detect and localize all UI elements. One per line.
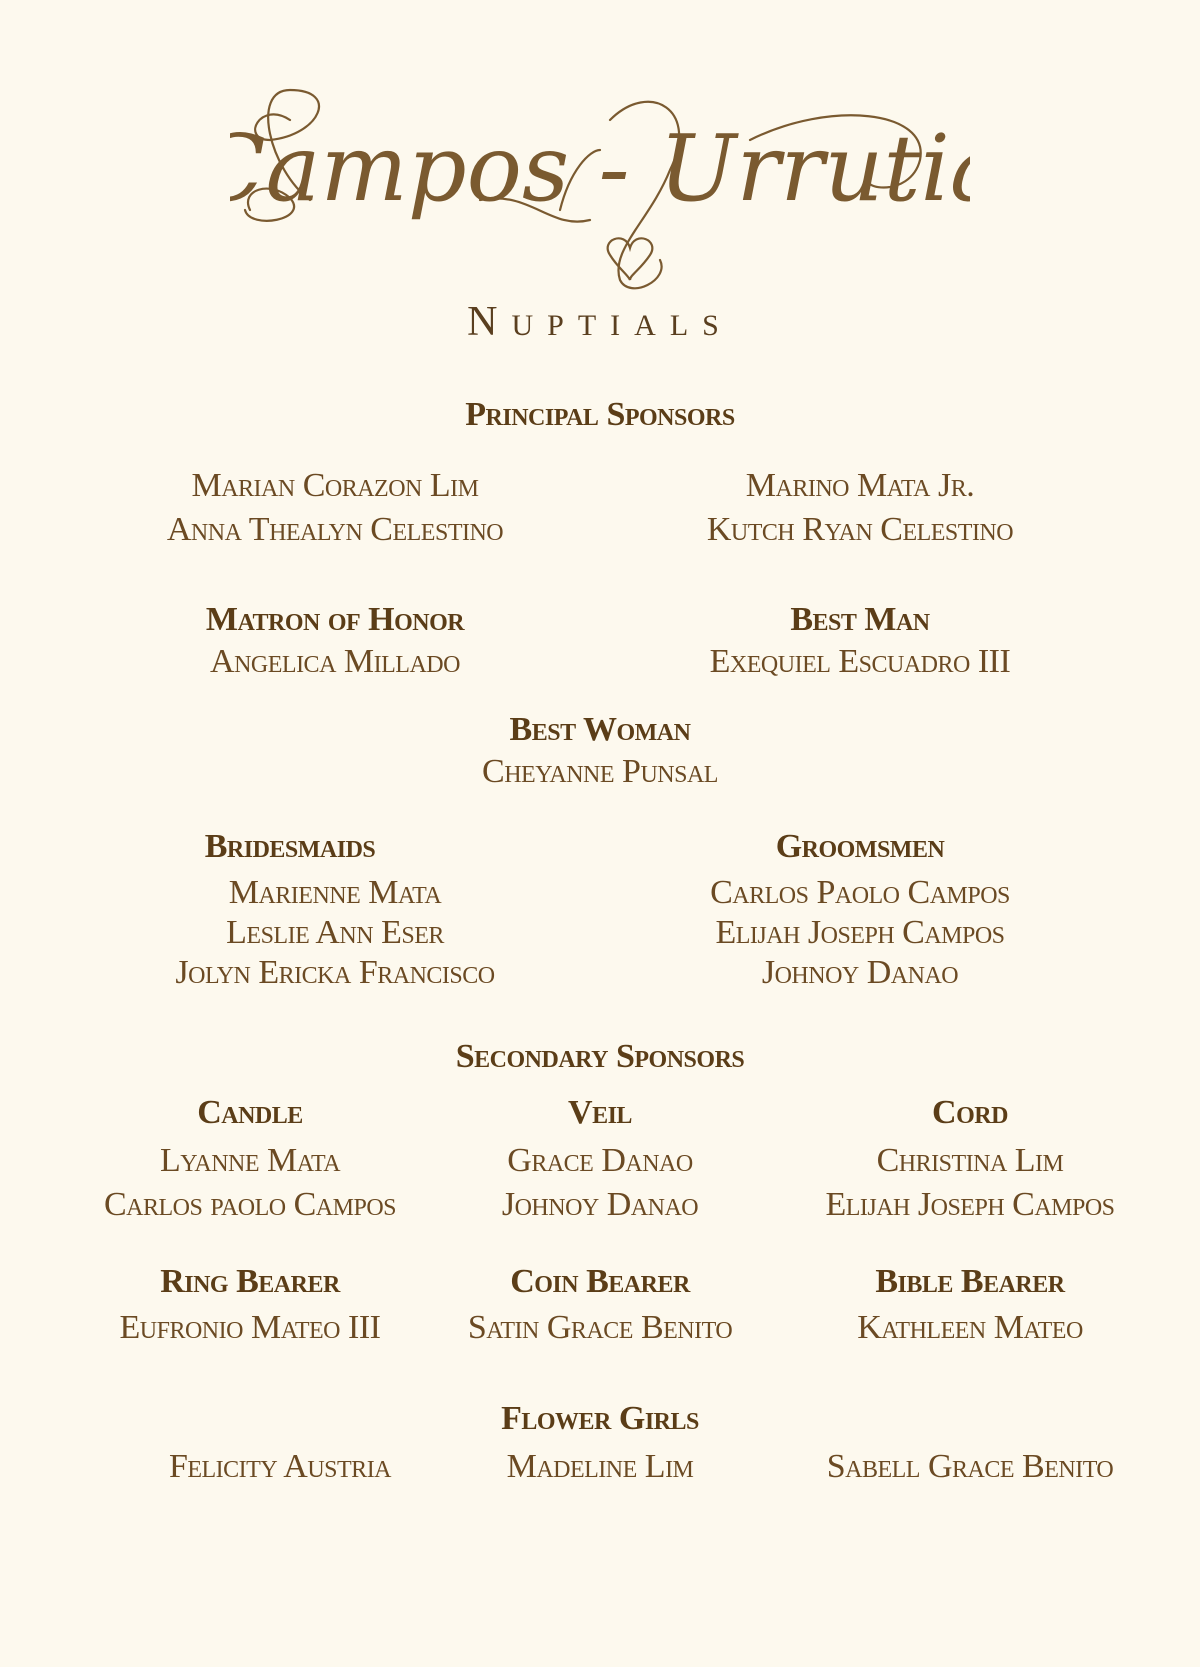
flower-girl-name: Felicity Austria: [168, 1448, 392, 1485]
flower-girls-heading: Flower Girls: [501, 1400, 699, 1437]
bible-bearer-name: Kathleen Mateo: [857, 1309, 1083, 1346]
principal-sponsors-section: [0, 395, 1200, 435]
nuptials-title: [0, 298, 1200, 346]
principal-sponsors-left: [95, 464, 575, 552]
groomsmen-section: [620, 827, 1100, 993]
flower-girls-section: [0, 1399, 1200, 1439]
nuptials-initial: N: [467, 299, 512, 345]
groomsman-name: Carlos Paolo Campos: [710, 874, 1010, 911]
matron-of-honor-heading: Matron of Honor: [205, 601, 465, 638]
candle-name: Lyanne Mata: [159, 1142, 341, 1179]
bridesmaid-name: Jolyn Ericka Francisco: [175, 954, 495, 991]
cord-name: Elijah Joseph Campos: [825, 1186, 1115, 1223]
principal-sponsors-heading: Principal Sponsors: [465, 396, 735, 433]
best-woman-heading: Best Woman: [509, 711, 691, 748]
sponsor-name: Anna Thealyn Celestino: [166, 511, 504, 548]
best-man-heading: Best Man: [790, 601, 930, 638]
bridesmaid-name: Marienne Mata: [228, 874, 442, 911]
secondary-sponsors-section: [0, 1037, 1200, 1077]
coin-bearer-name: Satin Grace Benito: [467, 1309, 733, 1346]
veil-name: Grace Danao: [507, 1142, 693, 1179]
cord-heading: Cord: [932, 1094, 1008, 1131]
matron-of-honor-section: [95, 600, 575, 684]
ring-bearer-section: [50, 1262, 450, 1350]
bible-bearer-section: [760, 1262, 1180, 1350]
candle-heading: Candle: [197, 1094, 303, 1131]
bridesmaid-name: Leslie Ann Eser: [226, 914, 444, 951]
cord-name: Christina Lim: [876, 1142, 1064, 1179]
coin-bearer-section: [400, 1262, 800, 1350]
best-man-name: Exequiel Escuadro III: [709, 643, 1011, 680]
veil-name: Johnoy Danao: [501, 1186, 699, 1223]
matron-of-honor-name: Angelica Millado: [210, 643, 460, 680]
bridesmaids-section: [95, 827, 575, 993]
groomsman-name: Johnoy Danao: [761, 954, 959, 991]
flower-girl-3: [755, 1445, 1185, 1489]
cord-section: [760, 1093, 1180, 1227]
flower-girl-name: Madeline Lim: [506, 1448, 694, 1485]
ring-bearer-heading: Ring Bearer: [160, 1263, 340, 1300]
candle-section: [50, 1093, 450, 1227]
bridesmaids-heading: Bridesmaids: [204, 828, 376, 865]
secondary-sponsors-heading: Secondary Sponsors: [455, 1038, 745, 1075]
best-woman-name: Cheyanne Punsal: [482, 753, 718, 790]
flower-girl-2: [400, 1445, 800, 1489]
sponsor-name: Kutch Ryan Celestino: [706, 511, 1014, 548]
candle-name: Carlos paolo Campos: [103, 1186, 397, 1223]
principal-sponsors-right: [620, 464, 1100, 552]
coin-bearer-heading: Coin Bearer: [510, 1263, 690, 1300]
sponsor-name: Marian Corazon Lim: [191, 467, 479, 504]
nuptials-rest: UPTIALS: [511, 309, 733, 342]
ring-bearer-name: Eufronio Mateo III: [119, 1309, 381, 1346]
best-woman-section: [0, 710, 1200, 794]
veil-section: [400, 1093, 800, 1227]
veil-heading: Veil: [568, 1094, 632, 1131]
groomsman-name: Elijah Joseph Campos: [715, 914, 1005, 951]
groomsmen-heading: Groomsmen: [775, 828, 945, 865]
bible-bearer-heading: Bible Bearer: [875, 1263, 1065, 1300]
flower-girl-name: Sabell Grace Benito: [826, 1448, 1114, 1485]
best-man-section: [620, 600, 1100, 684]
sponsor-name: Marino Mata Jr.: [745, 467, 975, 504]
monogram-text: Campos - Urrutia: [230, 115, 970, 222]
monogram-logo: [230, 80, 970, 300]
